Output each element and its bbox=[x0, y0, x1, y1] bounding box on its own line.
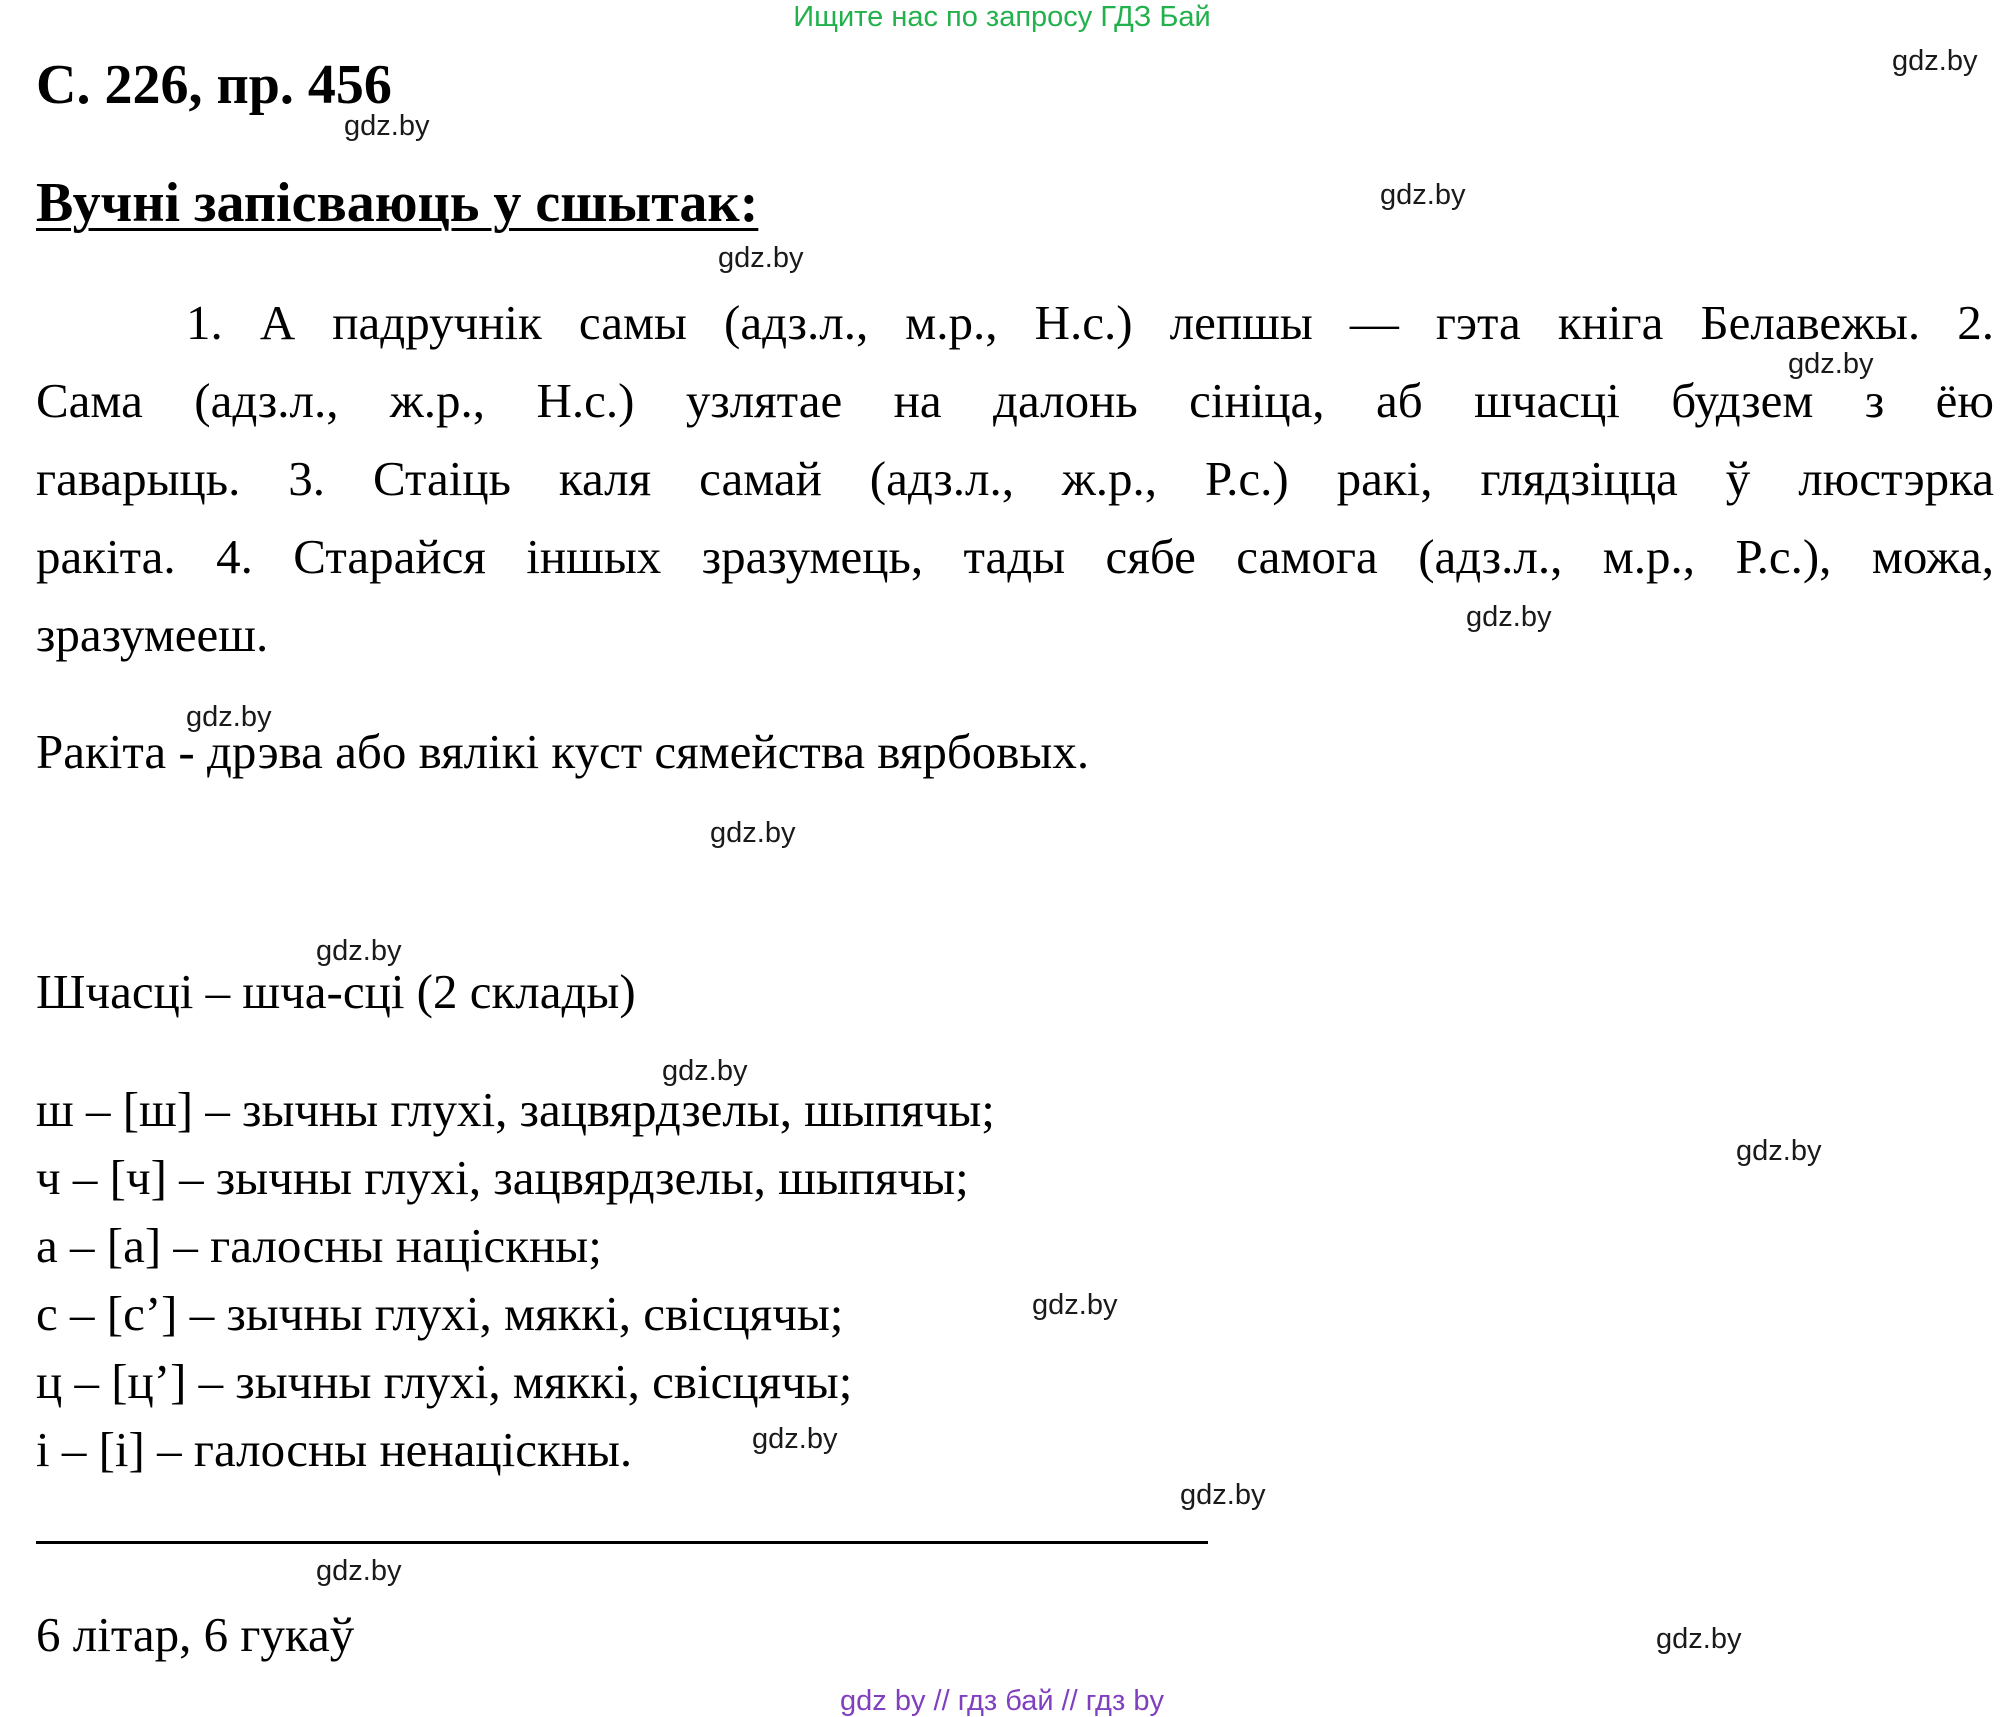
watermark: gdz.by bbox=[1466, 601, 1552, 633]
watermark: gdz.by bbox=[316, 1555, 402, 1587]
phonetic-line: і – [і] – галосны ненаціскны. bbox=[36, 1422, 633, 1477]
watermark: gdz.by bbox=[316, 935, 402, 967]
paragraph-line: ракіта. 4. Старайся іншых зразумець, тады сябе самога (адз.л., м.р., Р.с.), можа, bbox=[36, 529, 1994, 584]
section-subheading: Вучні запісваюць у сшытак: bbox=[36, 172, 759, 234]
watermark: gdz.by bbox=[710, 817, 796, 849]
watermark: gdz.by bbox=[662, 1055, 748, 1087]
divider-line bbox=[36, 1541, 1208, 1544]
footer-links[interactable]: gdz by // гдз бай // гдз by bbox=[840, 1685, 1164, 1717]
watermark: gdz.by bbox=[186, 701, 272, 733]
watermark: gdz.by bbox=[752, 1423, 838, 1455]
watermark: gdz.by bbox=[1736, 1135, 1822, 1167]
paragraph-line: зразумееш. bbox=[36, 607, 269, 662]
phonetic-line: а – [а] – галосны націскны; bbox=[36, 1218, 602, 1273]
top-banner[interactable]: Ищите нас по запросу ГДЗ Бай bbox=[793, 1, 1211, 33]
watermark: gdz.by bbox=[718, 242, 804, 274]
paragraph-line: гаварыць. 3. Стаіць каля самай (адз.л., ж.р., Р.с.) ракі, глядзіцца ў люстэрка bbox=[36, 451, 1994, 506]
paragraph-line: Сама (адз.л., ж.р., Н.с.) узлятае на далонь сініца, аб шчасці будзем з ёю bbox=[36, 373, 1994, 428]
syllable-breakdown: Шчасці – шча-сці (2 склады) bbox=[36, 964, 636, 1019]
phonetic-line: с – [с’] – зычны глухі, мяккі, свісцячы; bbox=[36, 1286, 844, 1341]
phonetic-line: ц – [ц’] – зычны глухі, мяккі, свісцячы; bbox=[36, 1354, 853, 1409]
watermark: gdz.by bbox=[1656, 1623, 1742, 1655]
definition-line: Ракіта - дрэва або вялікі куст сямейства вярбовых. bbox=[36, 724, 1090, 779]
letter-sound-count: 6 літар, 6 гукаў bbox=[36, 1607, 355, 1662]
page-title: С. 226, пр. 456 bbox=[36, 54, 392, 116]
phonetic-line: ч – [ч] – зычны глухі, зацвярдзелы, шыпячы; bbox=[36, 1150, 969, 1205]
watermark: gdz.by bbox=[1180, 1479, 1266, 1511]
phonetic-line: ш – [ш] – зычны глухі, зацвярдзелы, шыпячы; bbox=[36, 1082, 995, 1137]
exercise-paragraph bbox=[36, 284, 1994, 674]
watermark: gdz.by bbox=[344, 110, 430, 142]
watermark: gdz.by bbox=[1032, 1289, 1118, 1321]
watermark: gdz.by bbox=[1788, 348, 1874, 380]
watermark: gdz.by bbox=[1892, 45, 1978, 77]
paragraph-line: 1. А падручнік самы (адз.л., м.р., Н.с.) лепшы — гэта кніга Белавежы. 2. bbox=[186, 295, 1994, 350]
watermark: gdz.by bbox=[1380, 179, 1466, 211]
